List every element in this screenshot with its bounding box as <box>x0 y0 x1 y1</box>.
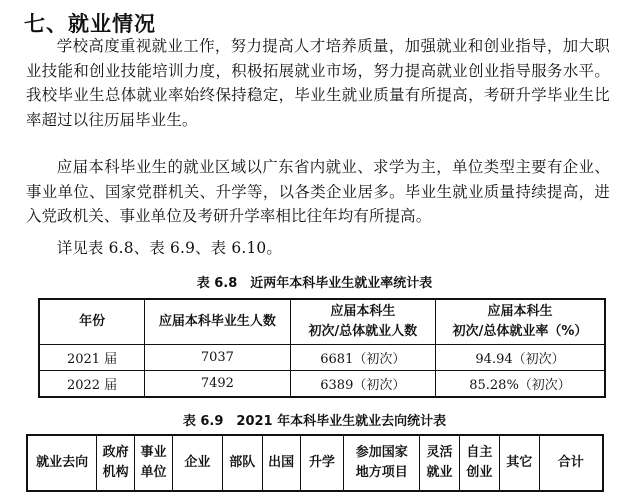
header-flexible-line2: 就业 <box>426 465 453 480</box>
header-military: 部队 <box>222 435 262 491</box>
header-self-employed-line1: 自主 <box>466 445 493 460</box>
header-employed-line2: 初次/总体就业人数 <box>308 324 418 339</box>
header-self-employed-line2: 创业 <box>466 465 493 480</box>
header-flexible-line1: 灵活 <box>426 445 453 460</box>
employment-rate-table <box>38 298 606 398</box>
cell-year: 2021 届 <box>39 345 145 371</box>
cell-employed: 6389（初次） <box>290 371 435 398</box>
table-6-8-caption: 表 6.8 近两年本科毕业生就业率统计表 <box>196 276 433 291</box>
header-destination: 就业去向 <box>27 435 97 491</box>
paragraph-table-reference: 详见表 6.8、表 6.9、表 6.10。 <box>56 239 283 257</box>
header-government <box>97 435 135 491</box>
header-other: 其它 <box>499 435 539 491</box>
cell-grads: 7037 <box>145 345 290 371</box>
header-self-employed <box>459 435 499 491</box>
header-projects <box>344 435 420 491</box>
table-header-row <box>39 299 605 345</box>
header-enterprise: 企业 <box>172 435 222 491</box>
header-rate-line2: 初次/总体就业率（%） <box>452 324 588 339</box>
header-employed-line1: 应届本科生 <box>330 304 396 319</box>
header-projects-line1: 参加国家 <box>355 445 408 460</box>
cell-grads: 7492 <box>145 371 290 398</box>
header-further-study: 升学 <box>300 435 344 491</box>
table-row <box>39 345 605 371</box>
cell-employed: 6681（初次） <box>290 345 435 371</box>
cell-rate: 94.94（初次） <box>436 345 605 371</box>
header-government-line2: 机构 <box>102 465 129 480</box>
header-abroad: 出国 <box>262 435 300 491</box>
cell-year: 2022 届 <box>39 371 145 398</box>
paragraph-employment-work: 学校高度重视就业工作，努力提高人才培养质量，加强就业和创业指导，加大职业技能和创业技能培训力度，积极拓展就业市场，努力提高就业创业指导服务水平。我校毕业生总体就业率始终保持稳定，毕业生就业质量有所提高，考研升学毕业生比率超过以往历届毕业生。 <box>26 37 610 129</box>
header-rate-line1: 应届本科生 <box>487 304 553 319</box>
header-employed <box>290 299 435 345</box>
header-grads: 应届本科毕业生人数 <box>145 299 290 345</box>
header-flexible <box>420 435 460 491</box>
employment-destination-table <box>26 434 604 492</box>
paragraph-employment-region: 应届本科毕业生的就业区域以广东省内就业、求学为主，单位类型主要有企业、事业单位、国家党群机关、升学等，以各类企业居多。毕业生就业质量持续提高，进入党政机关、事业单位及考研升学率相比往年均有所提高。 <box>26 158 610 225</box>
header-total: 合计 <box>539 435 603 491</box>
table-header-row <box>27 435 603 491</box>
table-6-9-caption: 表 6.9 2021 年本科毕业生就业去向统计表 <box>182 414 447 429</box>
section-heading: 七、就业情况 <box>24 11 156 36</box>
table-row <box>39 371 605 398</box>
header-rate <box>436 299 605 345</box>
header-institution <box>135 435 173 491</box>
header-institution-line2: 单位 <box>140 465 167 480</box>
cell-rate: 85.28%（初次） <box>436 371 605 398</box>
header-year: 年份 <box>39 299 145 345</box>
header-institution-line1: 事业 <box>140 445 167 460</box>
header-projects-line2: 地方项目 <box>355 465 408 480</box>
header-government-line1: 政府 <box>102 445 129 460</box>
